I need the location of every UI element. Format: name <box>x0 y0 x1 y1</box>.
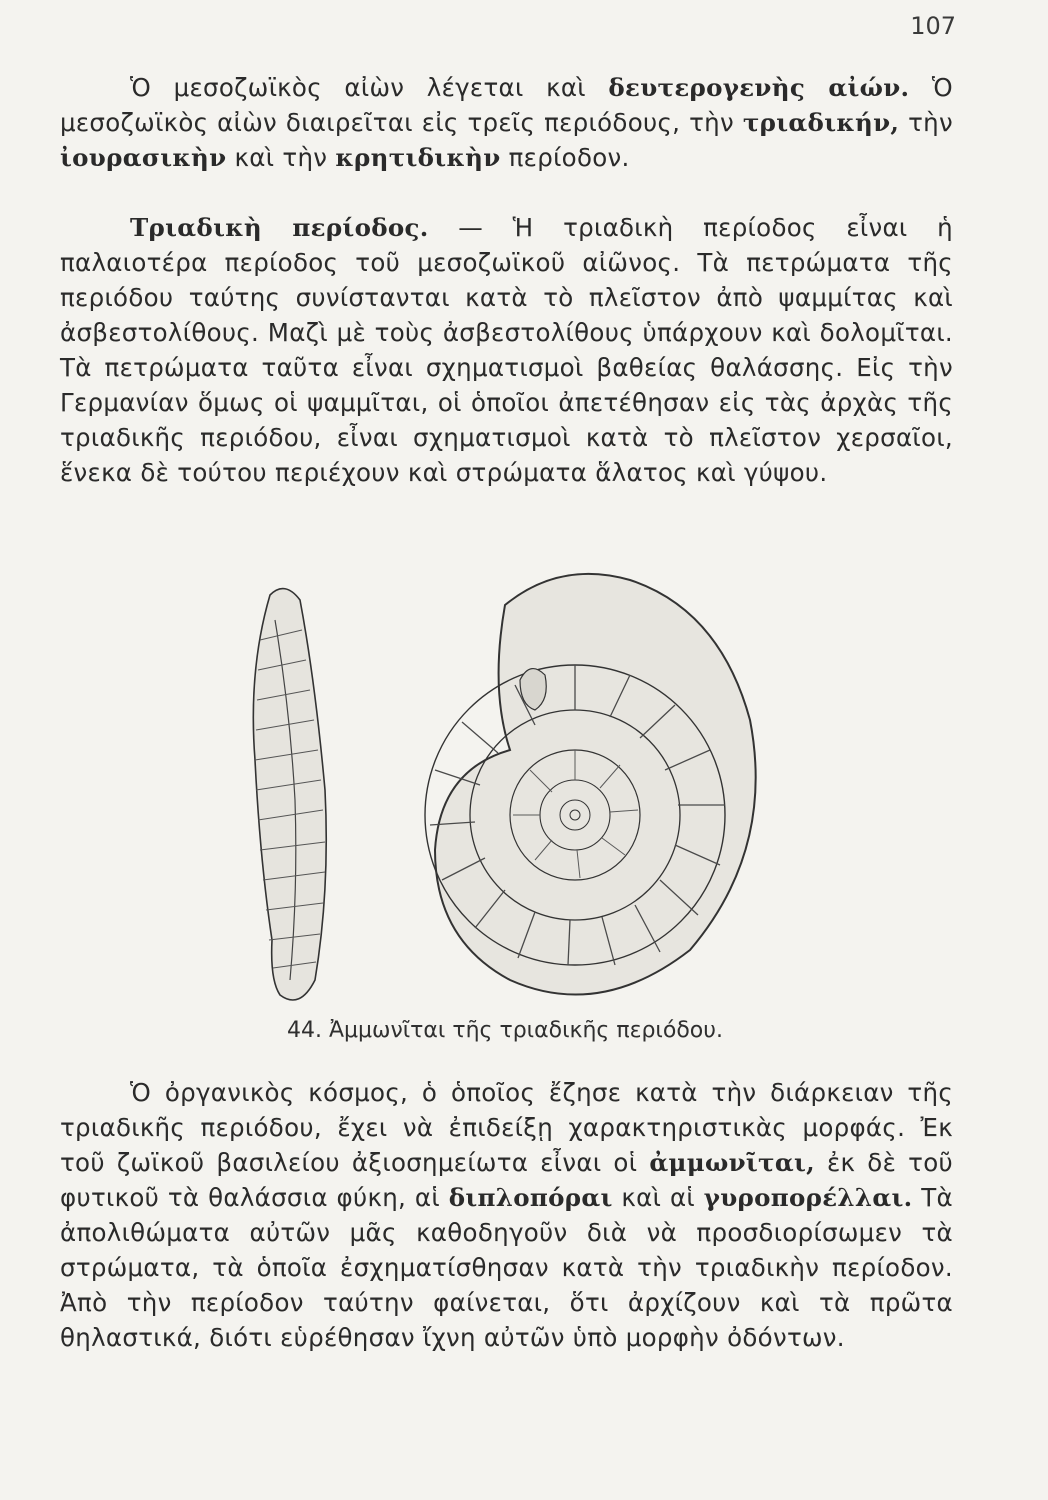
elongated-ammonite-fossil <box>253 589 326 1000</box>
bold-term: γυροπορέλλαι. <box>703 1183 913 1212</box>
section-heading: Τριαδικὴ περίοδος. <box>130 213 429 242</box>
ammonite-drawing <box>230 560 790 1030</box>
bold-term: ἀμμωνῖται, <box>649 1148 815 1177</box>
paragraph-triassic-period <box>60 210 953 490</box>
text: Ὁ μεσοζωϊκὸς αἰὼν διαιρεῖται εἰς τρεῖς περιόδους, τὴν <box>60 73 953 137</box>
text: καὶ τὴν <box>226 143 336 172</box>
bold-term: κρητιδικὴν <box>335 143 501 172</box>
text: — Ἡ τριαδικὴ περίοδος εἶναι ἡ παλαιοτέρα περίοδος τοῦ μεσοζωϊκοῦ αἰῶνος. Τὰ πετρώματα τῆς περιόδου ταύτης συνίστανται κατὰ τὸ πλεῖστον ἀπὸ ψαμμίτας καὶ ἀσβεστολίθους. Μαζὶ μὲ τοὺς ἀσβεστολίθους ὑπάρχουν καὶ δολομῖται. Τὰ πετρώματα ταῦτα εἶναι σχηματισμοὶ βαθείας θαλάσσης. Εἰς τὴν Γερμανίαν ὅμως οἱ ψαμμῖται, οἱ ὁποῖοι ἀπετέθησαν εἰς τὰς ἀρχὰς τῆς τριαδικῆς περιόδου, εἶναι σχηματισμοὶ κατὰ τὸ πλεῖστον χερσαῖοι, ἕνεκα δὲ τούτου περιέχουν καὶ στρώματα ἅλατος καὶ γύψου. <box>60 213 953 487</box>
coiled-ammonite-fossil <box>425 574 756 995</box>
text: περίοδον. <box>500 143 630 172</box>
bold-term: τριαδικήν, <box>742 108 900 137</box>
text: Τὰ ἀπολιθώματα αὐτῶν μᾶς καθοδηγοῦν διὰ νὰ προσδιορίσωμεν τὰ στρώματα, τὰ ὁποῖα ἐσχηματίσθησαν κατὰ τὴν τριαδικὴν περίοδον. Ἀπὸ τὴν περίοδον ταύτην φαίνεται, ὅτι ἀρχίζουν καὶ τὰ πρῶτα θηλαστικά, διότι εὑρέθησαν ἴχνη αὐτῶν ὑπὸ μορφὴν ὀδόντων. <box>60 1183 953 1352</box>
text: Ὁ ὀργανικὸς κόσμος, ὁ ὁποῖος ἔζησε κατὰ τὴν διάρκειαν τῆς τριαδικῆς περιόδου, ἔχει νὰ ἐπιδείξῃ χαρακτηριστικὰς μορφάς. Ἐκ τοῦ ζωϊκοῦ βασιλείου ἀξιοσημείωτα εἶναι οἱ <box>60 1078 953 1177</box>
ammonite-illustration <box>230 560 790 1030</box>
figure-caption: 44. Ἀμμωνῖται τῆς τριαδικῆς περιόδου. <box>287 1018 723 1043</box>
paragraph-organic-world <box>60 1075 953 1355</box>
bold-term: δευτερογενὴς αἰών. <box>608 73 910 102</box>
text: τὴν <box>899 108 953 137</box>
bold-term: ἰουρασικὴν <box>60 143 227 172</box>
page-number: 107 <box>910 12 956 40</box>
bold-term: διπλοπόραι <box>448 1183 613 1212</box>
text: ἐκ δὲ τοῦ φυτικοῦ τὰ θαλάσσια φύκη, αἱ <box>60 1148 953 1212</box>
text: καὶ αἱ <box>612 1183 704 1212</box>
paragraph-mesozoic-intro <box>60 70 953 175</box>
text: Ὁ μεσοζωϊκὸς αἰὼν λέγεται καὶ <box>130 73 609 102</box>
